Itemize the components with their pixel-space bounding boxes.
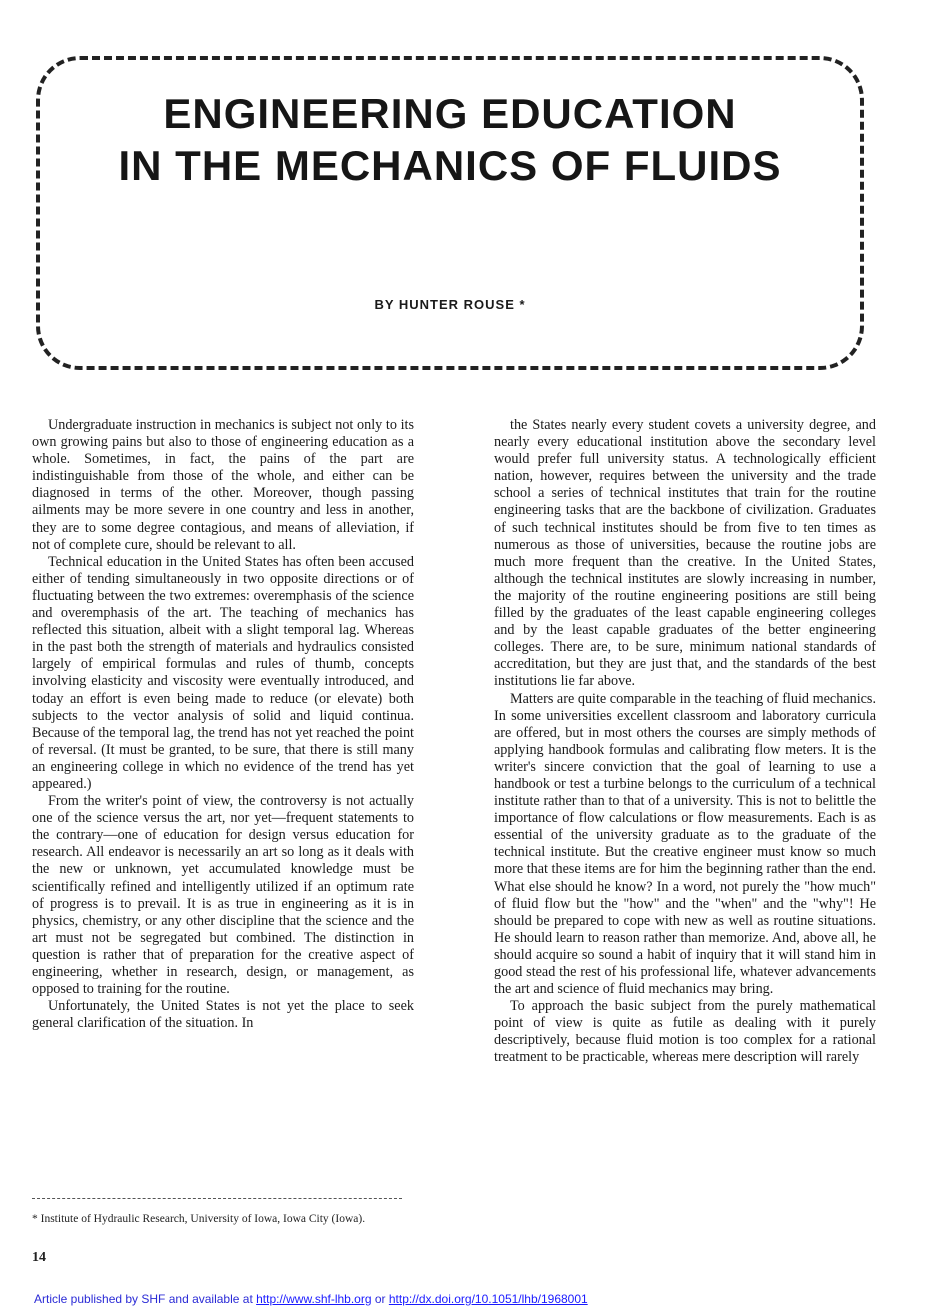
paragraph: From the writer's point of view, the controversy is not actually one of the science versus the art, nor yet—frequent statements to the contrary—one of education for design versus education for research. All endeavor is necessarily an art so long as it deals with the new or unknown, yet accumulated knowledge must be scientifically refined and intelligently utilized if an optimum rate of progress is to prevail. It is as true in engineering as it is in physics, chemistry, or any other discipline that the science and the art must not be segregated but combined. The distinction in question is rather that of preparation for the creative aspect of engineering, whether in research, design, or management, as opposed to training for the routine. xyxy=(32,793,414,998)
paragraph: Matters are quite comparable in the teaching of fluid mechanics. In some universities excellent classroom and laboratory curricula are offered, but in most others the courses are simply methods of applying handbook formulas and calibrating flow meters. It is the writer's sincere conviction that the goal of learning to use a handbook or test a turbine belongs to the curriculum of a technical institute rather than to that of a university. This is not to belittle the importance of flow calculations or flow measurements. Each is as essential of the university graduate as to the graduate of the technical institute. But the creative engineer must know so much more that these items are for him the beginning rather than the end. What else should he know? In a word, not purely the "how much" of fluid flow but the "how" and the "when" and the "why"! He should be prepared to cope with new as well as routine situations. He should learn to reason rather than memorize. And, above all, he should acquire so sound a habit of inquiry that it will stand him in good stead the rest of his professional life, whatever advancements the art and science of fluid mechanics may bring. xyxy=(494,690,876,998)
left-column xyxy=(32,417,414,1032)
paragraph: Unfortunately, the United States is not yet the place to seek general clarification of the situation. In xyxy=(32,998,414,1032)
title-line-2: IN THE MECHANICS OF FLUIDS xyxy=(118,142,782,189)
paragraph: Undergraduate instruction in mechanics is subject not only to its own growing pains but also to those of engineering education as a whole. Sometimes, in fact, the pains of the part are indistinguishable from those of the whole, and either can be diagnosed in terms of the other. Moreover, though passing ailments may be more severe in one country and less in another, they are to some degree contagious, and means of alleviation, if not of complete cure, should be relevant to all. xyxy=(32,417,414,553)
publication-middle: or xyxy=(371,1292,389,1306)
paragraph: To approach the basic subject from the purely mathematical point of view is quite as futile as dealing with it purely descriptively, because fluid motion is too complex for a rational treatment to be practicable, whereas mere description will rarely xyxy=(494,998,876,1066)
page-number: 14 xyxy=(32,1250,46,1265)
paragraph: Technical education in the United States has often been accused either of tending simultaneously in two opposite directions or of fluctuating between the two extremes: overemphasis of the science and overemphasis of the art. The teaching of mechanics has reflected this situation, albeit with a slight temporal lag. Whereas in the past both the strength of materials and hydraulics consisted largely of empirical formulas and rules of thumb, concepts involving elasticity and viscosity were eventually introduced, and today an effort is even being made to reduce (or elevate) both subjects to the vector analysis of solid and liquid continua. Because of the temporal lag, the trend has not yet reached the point of reversal. (It must be granted, to be sure, that there is still many an engineering college in which no evidence of the trend has yet appeared.) xyxy=(32,553,414,792)
footnote-divider xyxy=(32,1198,402,1199)
paragraph: the States nearly every student covets a university degree, and nearly every educational institution above the secondary level would prefer full university status. A technologically efficient nation, however, requires between the university and the trade school a series of technical institutes that train for the routine engineering tasks that are the backbone of civilization. Graduates of such technical institutes should be from five to ten times as numerous as those of universities, because the routine jobs are much more frequent than the creative. In the United States, although the technical institutes are slowly increasing in number, the majority of the routine engineering positions are still being filled by the graduates of the least capable engineering colleges and by the least capable graduates of the better engineering colleges. There are, to be sure, minimum national standards of accreditation, but they are just that, and the standards of the best institutions lie far above. xyxy=(494,417,876,690)
publication-notice xyxy=(34,1292,588,1306)
title-line-1: ENGINEERING EDUCATION xyxy=(163,90,737,137)
right-column xyxy=(494,417,876,1067)
shf-lhb-link[interactable]: http://www.shf-lhb.org xyxy=(256,1292,372,1306)
doi-link[interactable]: http://dx.doi.org/10.1051/lhb/1968001 xyxy=(388,1292,588,1306)
footnote: * Institute of Hydraulic Research, University of Iowa, Iowa City (Iowa). xyxy=(32,1213,366,1225)
publication-prefix: Article published by SHF and available at xyxy=(34,1292,257,1306)
author-byline: BY HUNTER ROUSE * xyxy=(374,297,526,312)
article-title xyxy=(36,88,864,192)
